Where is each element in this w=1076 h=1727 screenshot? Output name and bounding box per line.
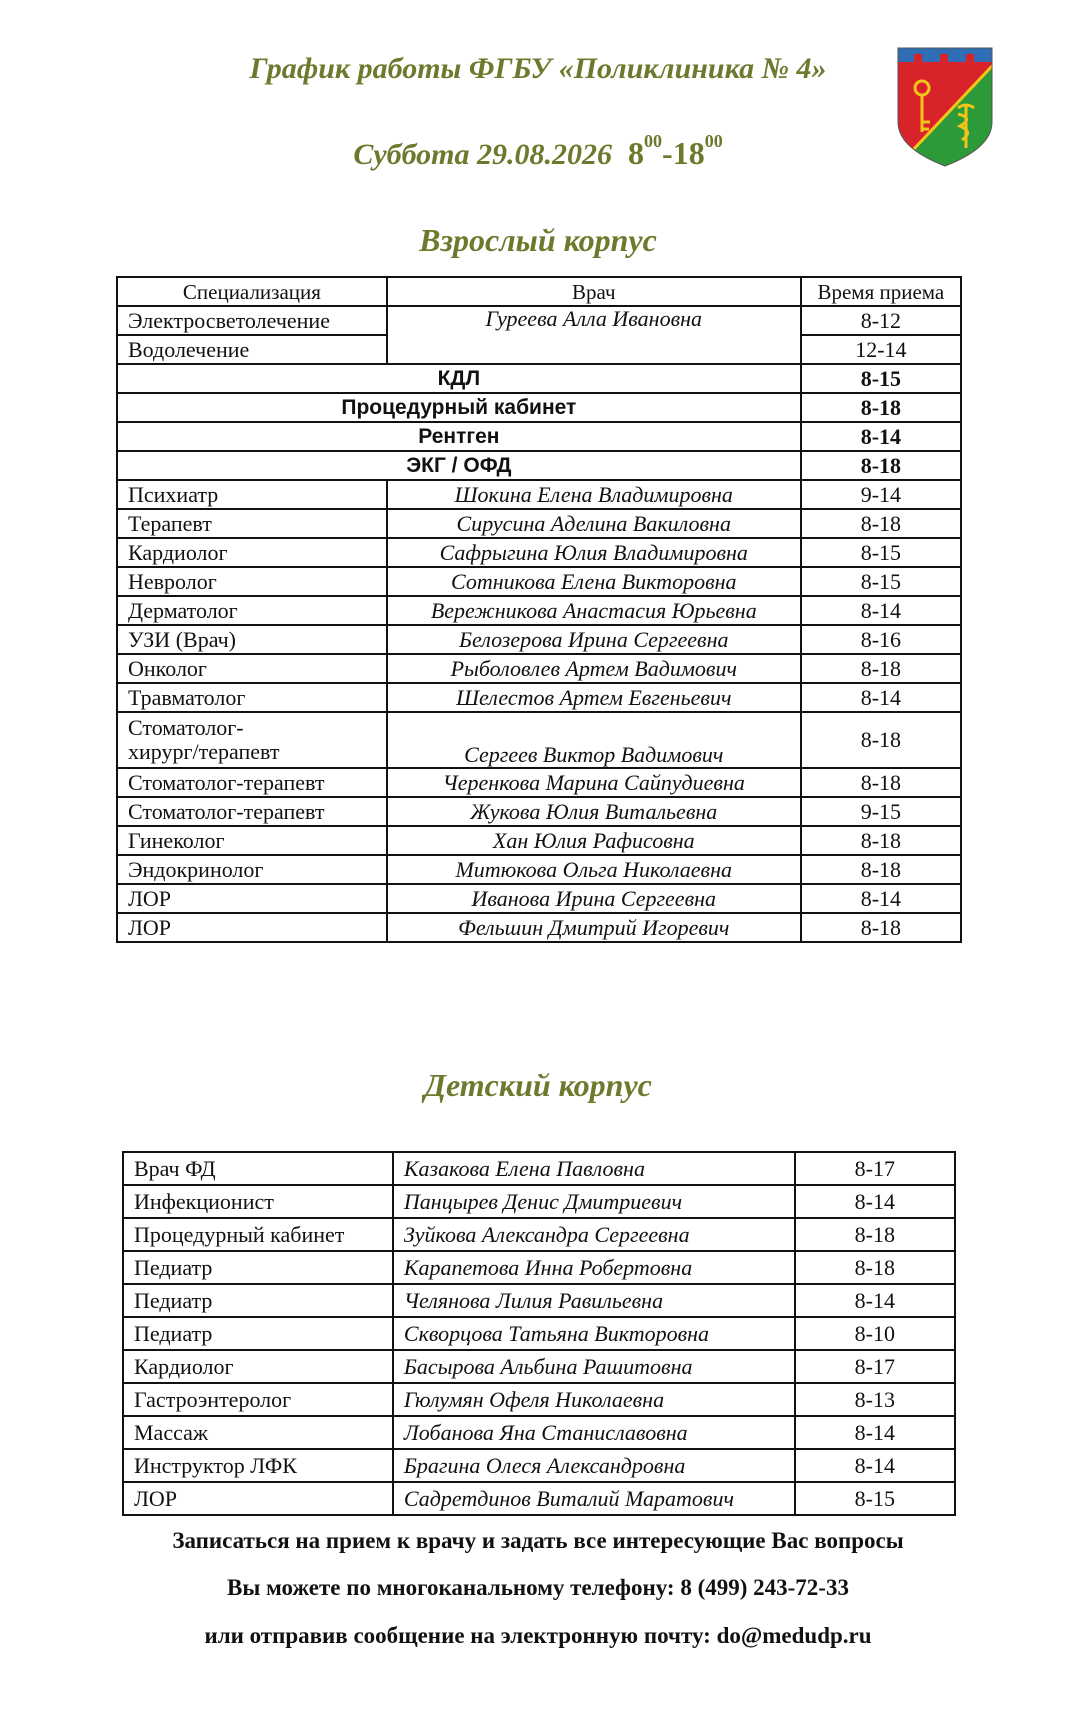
time-cell: 8-14 <box>795 1185 955 1218</box>
room-cell: Процедурный кабинет <box>117 393 801 422</box>
time-cell: 8-18 <box>801 393 961 422</box>
column-header-doctor: Врач <box>387 277 801 306</box>
table-row <box>117 654 961 683</box>
specialization-cell: Гастроэнтеролог <box>123 1383 393 1416</box>
page-title: График работы ФГБУ «Поликлиника № 4» <box>249 52 827 85</box>
specialization-cell: Стоматолог-терапевт <box>117 797 387 826</box>
specialization-cell: Стоматолог-терапевт <box>117 768 387 797</box>
doctor-cell: Скворцова Татьяна Викторовна <box>393 1317 795 1350</box>
specialization-cell: Инфекционист <box>123 1185 393 1218</box>
table-row <box>123 1284 955 1317</box>
table-row <box>123 1152 955 1185</box>
table-row <box>117 596 961 625</box>
coat-of-arms-icon <box>896 44 994 168</box>
specialization-cell: Гинеколог <box>117 826 387 855</box>
doctor-cell: Вережникова Анастасия Юрьевна <box>387 596 801 625</box>
time-cell: 8-18 <box>801 712 961 768</box>
adult-schedule-table <box>116 276 962 943</box>
doctor-cell: Сотникова Елена Викторовна <box>387 567 801 596</box>
doctor-cell: Садретдинов Виталий Маратович <box>393 1482 795 1515</box>
specialization-cell: Невролог <box>117 567 387 596</box>
specialization-cell: Электросветолечение <box>117 306 387 335</box>
doctor-cell: Лобанова Яна Станиславовна <box>393 1416 795 1449</box>
time-cell: 8-16 <box>801 625 961 654</box>
table-row <box>117 422 961 451</box>
time-cell: 8-18 <box>795 1218 955 1251</box>
time-cell: 8-14 <box>801 683 961 712</box>
child-section-title: Детский корпус <box>424 1067 652 1103</box>
table-row <box>123 1317 955 1350</box>
table-row <box>117 826 961 855</box>
hours-text: $8^{00}-18^{00}$ <box>628 131 723 171</box>
time-cell: 8-14 <box>801 422 961 451</box>
room-cell: Рентген <box>117 422 801 451</box>
time-cell: 8-18 <box>801 913 961 942</box>
time-cell: 8-17 <box>795 1350 955 1383</box>
doctor-cell: Шокина Елена Владимировна <box>387 480 801 509</box>
doctor-cell: Карапетова Инна Робертовна <box>393 1251 795 1284</box>
doctor-cell: Хан Юлия Рафисовна <box>387 826 801 855</box>
footer-line-2: Вы можете по многоканальному телефону: 8 (499) 243-72-33 <box>227 1575 849 1600</box>
specialization-cell: Педиатр <box>123 1284 393 1317</box>
doctor-cell: Фельшин Дмитрий Игоревич <box>387 913 801 942</box>
table-row <box>123 1218 955 1251</box>
table-row <box>117 768 961 797</box>
table-row <box>117 683 961 712</box>
time-cell: 12-14 <box>801 335 961 364</box>
doctor-cell: Зуйкова Александра Сергеевна <box>393 1218 795 1251</box>
doctor-cell: Челянова Лилия Равильевна <box>393 1284 795 1317</box>
doctor-cell: Панцырев Денис Дмитриевич <box>393 1185 795 1218</box>
specialization-cell: Онколог <box>117 654 387 683</box>
specialization-cell: Эндокринолог <box>117 855 387 884</box>
time-cell: 8-14 <box>795 1284 955 1317</box>
table-row <box>117 884 961 913</box>
time-cell: 8-14 <box>795 1416 955 1449</box>
specialization-line: Стоматолог- <box>128 715 244 740</box>
specialization-cell: Кардиолог <box>123 1350 393 1383</box>
time-cell: 8-14 <box>801 596 961 625</box>
table-row <box>117 306 961 335</box>
table-header-row <box>117 277 961 306</box>
time-cell: 8-15 <box>795 1482 955 1515</box>
doctor-cell: Шелестов Артем Евгеньевич <box>387 683 801 712</box>
specialization-line: хирург/терапевт <box>128 739 280 764</box>
specialization-cell: ЛОР <box>117 913 387 942</box>
table-row <box>117 797 961 826</box>
doctor-cell: Рыболовлев Артем Вадимович <box>387 654 801 683</box>
time-cell: 8-14 <box>795 1449 955 1482</box>
table-row <box>117 480 961 509</box>
time-cell: 8-17 <box>795 1152 955 1185</box>
doctor-cell: Черенкова Марина Сайпудиевна <box>387 768 801 797</box>
time-cell: 8-15 <box>801 567 961 596</box>
specialization-cell <box>117 712 387 768</box>
footer-line-1: Записаться на прием к врачу и задать все интересующие Вас вопросы <box>172 1528 904 1553</box>
adult-section-title: Взрослый корпус <box>419 222 657 258</box>
room-cell: КДЛ <box>117 364 801 393</box>
table-row <box>117 393 961 422</box>
table-row <box>117 451 961 480</box>
time-cell: 8-18 <box>801 509 961 538</box>
time-cell: 8-18 <box>801 826 961 855</box>
table-row <box>123 1350 955 1383</box>
specialization-cell: УЗИ (Врач) <box>117 625 387 654</box>
table-row <box>117 625 961 654</box>
doctor-cell: Жукова Юлия Витальевна <box>387 797 801 826</box>
doctor-cell: Гуреева Алла Ивановна <box>387 306 801 364</box>
table-row <box>117 567 961 596</box>
time-cell: 8-18 <box>801 451 961 480</box>
footer-line-3: или отправив сообщение на электронную почту: do@medudp.ru <box>204 1623 872 1648</box>
table-row <box>117 712 961 768</box>
room-cell: ЭКГ / ОФД <box>117 451 801 480</box>
table-row <box>123 1482 955 1515</box>
doctor-cell: Сирусина Аделина Вакиловна <box>387 509 801 538</box>
table-row <box>117 913 961 942</box>
time-cell: 8-10 <box>795 1317 955 1350</box>
table-row <box>123 1383 955 1416</box>
column-header-time: Время приема <box>801 277 961 306</box>
table-row <box>123 1251 955 1284</box>
specialization-cell: ЛОР <box>123 1482 393 1515</box>
time-cell: 8-14 <box>801 884 961 913</box>
doctor-cell: Митюкова Ольга Николаевна <box>387 855 801 884</box>
table-row <box>117 538 961 567</box>
child-schedule-table <box>122 1151 956 1516</box>
doctor-cell: Сергеев Виктор Вадимович <box>387 712 801 768</box>
doctor-cell: Белозерова Ирина Сергеевна <box>387 625 801 654</box>
doctor-cell: Басырова Альбина Рашитовна <box>393 1350 795 1383</box>
time-cell: 8-18 <box>795 1251 955 1284</box>
doctor-cell: Брагина Олеся Александровна <box>393 1449 795 1482</box>
specialization-cell: Инструктор ЛФК <box>123 1449 393 1482</box>
column-header-specialization: Специализация <box>117 277 387 306</box>
table-row <box>117 364 961 393</box>
doctor-cell: Казакова Елена Павловна <box>393 1152 795 1185</box>
time-cell: 8-18 <box>801 768 961 797</box>
specialization-cell: Врач ФД <box>123 1152 393 1185</box>
time-cell: 8-12 <box>801 306 961 335</box>
time-cell: 9-14 <box>801 480 961 509</box>
specialization-cell: ЛОР <box>117 884 387 913</box>
specialization-cell: Процедурный кабинет <box>123 1218 393 1251</box>
time-cell: 8-13 <box>795 1383 955 1416</box>
time-cell: 8-15 <box>801 538 961 567</box>
date-text: Суббота 29.08.2026 <box>353 138 613 171</box>
doctor-cell: Гюлумян Офеля Николаевна <box>393 1383 795 1416</box>
specialization-cell: Терапевт <box>117 509 387 538</box>
table-row <box>117 509 961 538</box>
specialization-cell: Дерматолог <box>117 596 387 625</box>
specialization-cell: Психиатр <box>117 480 387 509</box>
table-row <box>123 1416 955 1449</box>
table-row <box>117 855 961 884</box>
specialization-cell: Водолечение <box>117 335 387 364</box>
doctor-cell: Сафрыгина Юлия Владимировна <box>387 538 801 567</box>
specialization-cell: Педиатр <box>123 1317 393 1350</box>
table-row <box>123 1449 955 1482</box>
specialization-cell: Травматолог <box>117 683 387 712</box>
time-cell: 8-15 <box>801 364 961 393</box>
table-row <box>123 1185 955 1218</box>
specialization-cell: Педиатр <box>123 1251 393 1284</box>
specialization-cell: Кардиолог <box>117 538 387 567</box>
specialization-cell: Массаж <box>123 1416 393 1449</box>
time-cell: 8-18 <box>801 654 961 683</box>
doctor-cell: Иванова Ирина Сергеевна <box>387 884 801 913</box>
time-cell: 9-15 <box>801 797 961 826</box>
time-cell: 8-18 <box>801 855 961 884</box>
